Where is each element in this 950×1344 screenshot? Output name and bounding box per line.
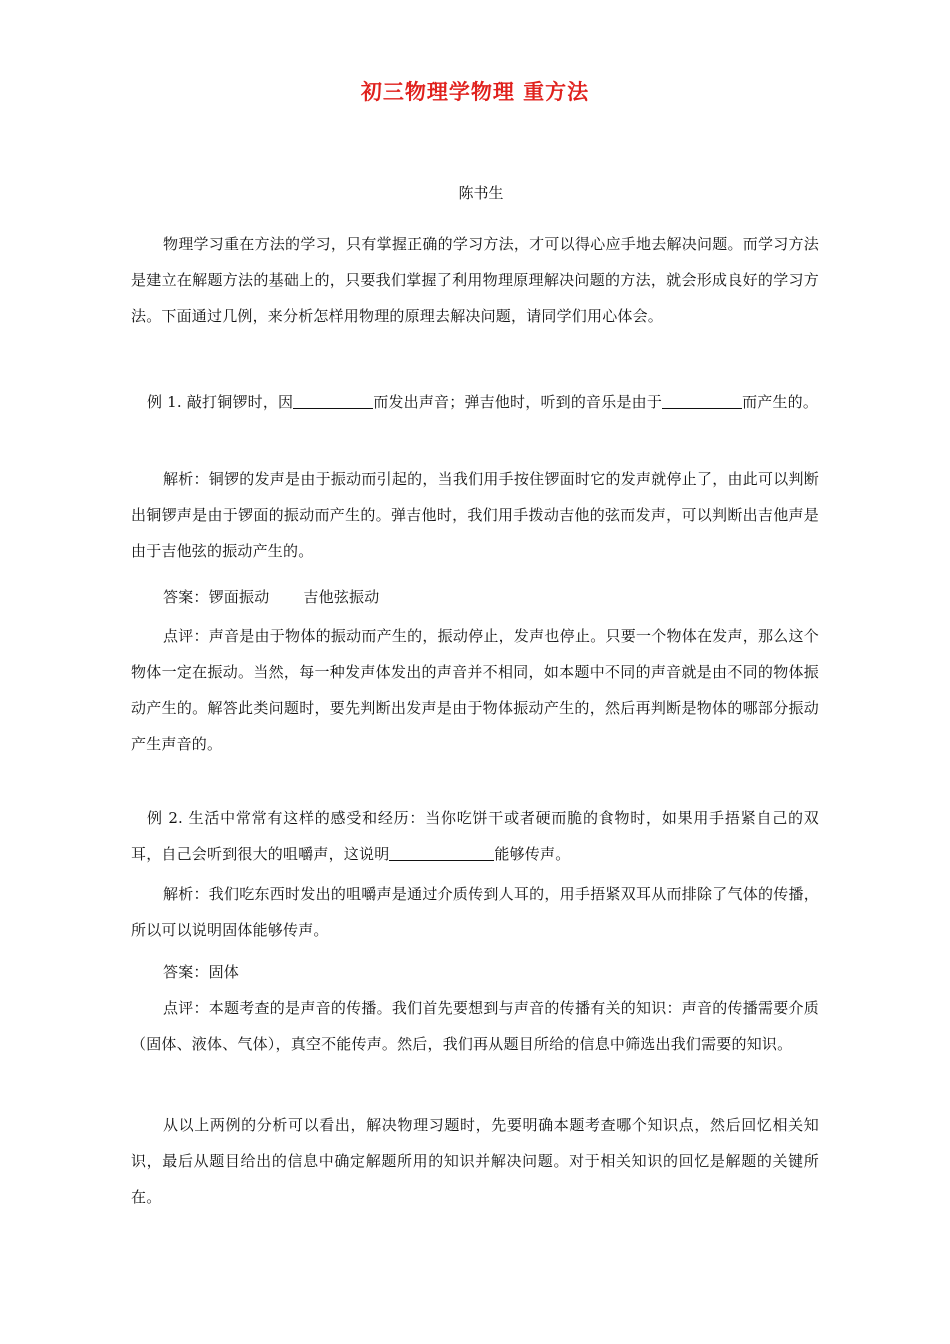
example1-answer-label: 答案：	[163, 588, 209, 606]
example2-question-part2: 能够传声。	[494, 845, 571, 863]
intro-paragraph: 物理学习重在方法的学习，只有掌握正确的学习方法，才可以得心应手地去解决问题。而学习方法是建立在解题方法的基础上的，只要我们掌握了利用物理原理解决问题的方法，就会形成良好的学习方法。下面通过几例，来分析怎样用物理的原理去解决问题，请同学们用心体会。	[131, 235, 819, 325]
example1-blank-2	[662, 392, 742, 409]
example2-question-part1: 例 2. 生活中常常有这样的感受和经历：当你吃饼干或者硬而脆的食物时，如果用手捂紧自己的双耳，自己会听到很大的咀嚼声，这说明	[131, 809, 819, 863]
example1-question-part3: 而产生的。	[742, 393, 819, 411]
author-name: 陈书生	[458, 184, 504, 202]
example1-question-part1: 例 1. 敲打铜锣时，因	[147, 393, 294, 411]
conclusion-paragraph: 从以上两例的分析可以看出，解决物理习题时，先要明确本题考查哪个知识点，然后回忆相关知识，最后从题目给出的信息中确定解题所用的知识并解决问题。对于相关知识的回忆是解题的关键所在。	[131, 1116, 819, 1206]
example1-comment: 点评：声音是由于物体的振动而产生的，振动停止，发声也停止。只要一个物体在发声，那么这个物体一定在振动。当然，每一种发声体发出的声音并不相同，如本题中不同的声音就是由不同的物体振动产生的。解答此类问题时，要先判断出发声是由于物体振动产生的，然后再判断是物体的哪部分振动产生声音的。	[131, 627, 819, 753]
example1-question	[131, 384, 819, 420]
example1-answer-1: 锣面振动	[208, 588, 270, 606]
example1-blank-1	[293, 392, 373, 409]
example1-question-part2: 而发出声音；弹吉他时，听到的音乐是由于	[373, 393, 663, 411]
example1-analysis: 解析：铜锣的发声是由于振动而引起的，当我们用手按住锣面时它的发声就停止了，由此可以判断出铜锣声是由于锣面的振动而产生的。弹吉他时，我们用手拨动吉他的弦而发声，可以判断出吉他声是由于吉他弦的振动产生的。	[131, 470, 819, 560]
example2-answer: 答案：固体	[163, 963, 240, 981]
example1-answer-2: 吉他弦振动	[303, 588, 380, 606]
example2-comment: 点评：本题考查的是声音的传播。我们首先要想到与声音的传播有关的知识：声音的传播需要介质（固体、液体、气体），真空不能传声。然后，我们再从题目所给的信息中筛选出我们需要的知识。	[131, 999, 819, 1053]
example1-answer	[131, 579, 819, 615]
example2-analysis: 解析：我们吃东西时发出的咀嚼声是通过介质传到人耳的，用手捂紧双耳从而排除了气体的传播，所以可以说明固体能够传声。	[131, 885, 819, 939]
example2-blank	[389, 844, 494, 861]
example2-question	[131, 800, 819, 872]
document-title: 初三物理学物理 重方法	[360, 79, 590, 104]
